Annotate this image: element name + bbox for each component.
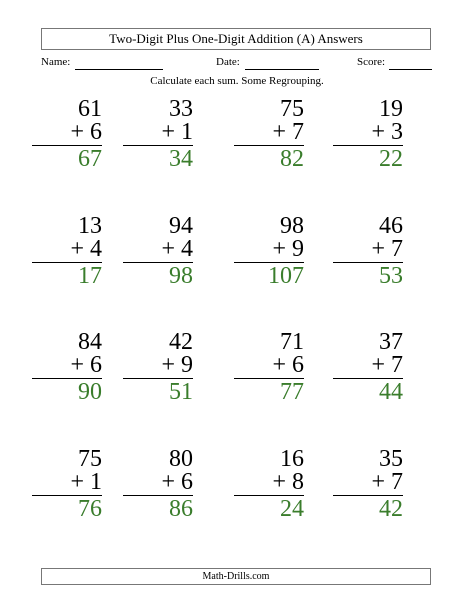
problem-addend-top: 19 xyxy=(379,96,403,122)
problem-addend-top: 98 xyxy=(280,213,304,239)
footer xyxy=(41,568,431,585)
problem-addend-top: 16 xyxy=(280,446,304,472)
problem-answer: 53 xyxy=(379,263,403,289)
problem-addend-bottom: + 1 xyxy=(70,469,102,495)
addition-problem xyxy=(123,215,193,288)
footer-text: Math-Drills.com xyxy=(202,571,270,582)
problem-addend-bottom: + 9 xyxy=(161,352,193,378)
addition-problem xyxy=(333,98,403,171)
problem-addend-top: 84 xyxy=(78,329,102,355)
addition-problem xyxy=(333,331,403,404)
addition-problem xyxy=(234,331,304,404)
problem-answer: 98 xyxy=(169,263,193,289)
addition-problem xyxy=(32,448,102,521)
problem-addend-top: 37 xyxy=(379,329,403,355)
addition-problem xyxy=(123,331,193,404)
addition-problem xyxy=(333,448,403,521)
problem-answer: 107 xyxy=(268,263,304,289)
addition-problem xyxy=(234,98,304,171)
problem-addend-bottom: + 6 xyxy=(272,352,304,378)
problem-addend-top: 13 xyxy=(78,213,102,239)
problem-addend-bottom: + 9 xyxy=(272,236,304,262)
problem-addend-top: 35 xyxy=(379,446,403,472)
addition-problem xyxy=(123,98,193,171)
problem-addend-bottom: + 7 xyxy=(272,119,304,145)
score-label: Score: xyxy=(357,56,386,68)
problem-addend-bottom: + 1 xyxy=(161,119,193,145)
problem-addend-bottom: + 6 xyxy=(70,119,102,145)
problem-addend-top: 94 xyxy=(169,213,193,239)
addition-problem xyxy=(32,98,102,171)
problem-answer: 77 xyxy=(280,379,304,405)
problem-addend-top: 33 xyxy=(169,96,193,122)
problem-answer: 76 xyxy=(78,496,102,522)
problem-addend-bottom: + 3 xyxy=(371,119,403,145)
problem-addend-bottom: + 7 xyxy=(371,236,403,262)
problem-addend-bottom: + 4 xyxy=(70,236,102,262)
problem-addend-bottom: + 6 xyxy=(161,469,193,495)
addition-problem xyxy=(234,448,304,521)
problem-answer: 22 xyxy=(379,146,403,172)
date-label: Date: xyxy=(216,56,240,68)
problem-addend-top: 61 xyxy=(78,96,102,122)
problem-addend-bottom: + 7 xyxy=(371,469,403,495)
problem-addend-bottom: + 4 xyxy=(161,236,193,262)
addition-problem xyxy=(123,448,193,521)
problem-addend-top: 80 xyxy=(169,446,193,472)
problem-addend-bottom: + 7 xyxy=(371,352,403,378)
problem-answer: 82 xyxy=(280,146,304,172)
problem-answer: 17 xyxy=(78,263,102,289)
addition-problem xyxy=(234,215,304,288)
problem-answer: 90 xyxy=(78,379,102,405)
problem-answer: 51 xyxy=(169,379,193,405)
addition-problem xyxy=(32,215,102,288)
problem-addend-top: 46 xyxy=(379,213,403,239)
problem-answer: 67 xyxy=(78,146,102,172)
problem-answer: 42 xyxy=(379,496,403,522)
problem-answer: 24 xyxy=(280,496,304,522)
problem-addend-top: 75 xyxy=(78,446,102,472)
problem-answer: 34 xyxy=(169,146,193,172)
problem-addend-top: 75 xyxy=(280,96,304,122)
problem-addend-top: 71 xyxy=(280,329,304,355)
problem-addend-bottom: + 6 xyxy=(70,352,102,378)
problem-addend-top: 42 xyxy=(169,329,193,355)
problem-addend-bottom: + 8 xyxy=(272,469,304,495)
title-text: Two-Digit Plus One-Digit Addition (A) Answers xyxy=(109,31,363,46)
problem-answer: 86 xyxy=(169,496,193,522)
addition-problem xyxy=(32,331,102,404)
problem-answer: 44 xyxy=(379,379,403,405)
name-label: Name: xyxy=(41,56,71,68)
addition-problem xyxy=(333,215,403,288)
instructions: Calculate each sum. Some Regrouping. xyxy=(150,75,324,87)
